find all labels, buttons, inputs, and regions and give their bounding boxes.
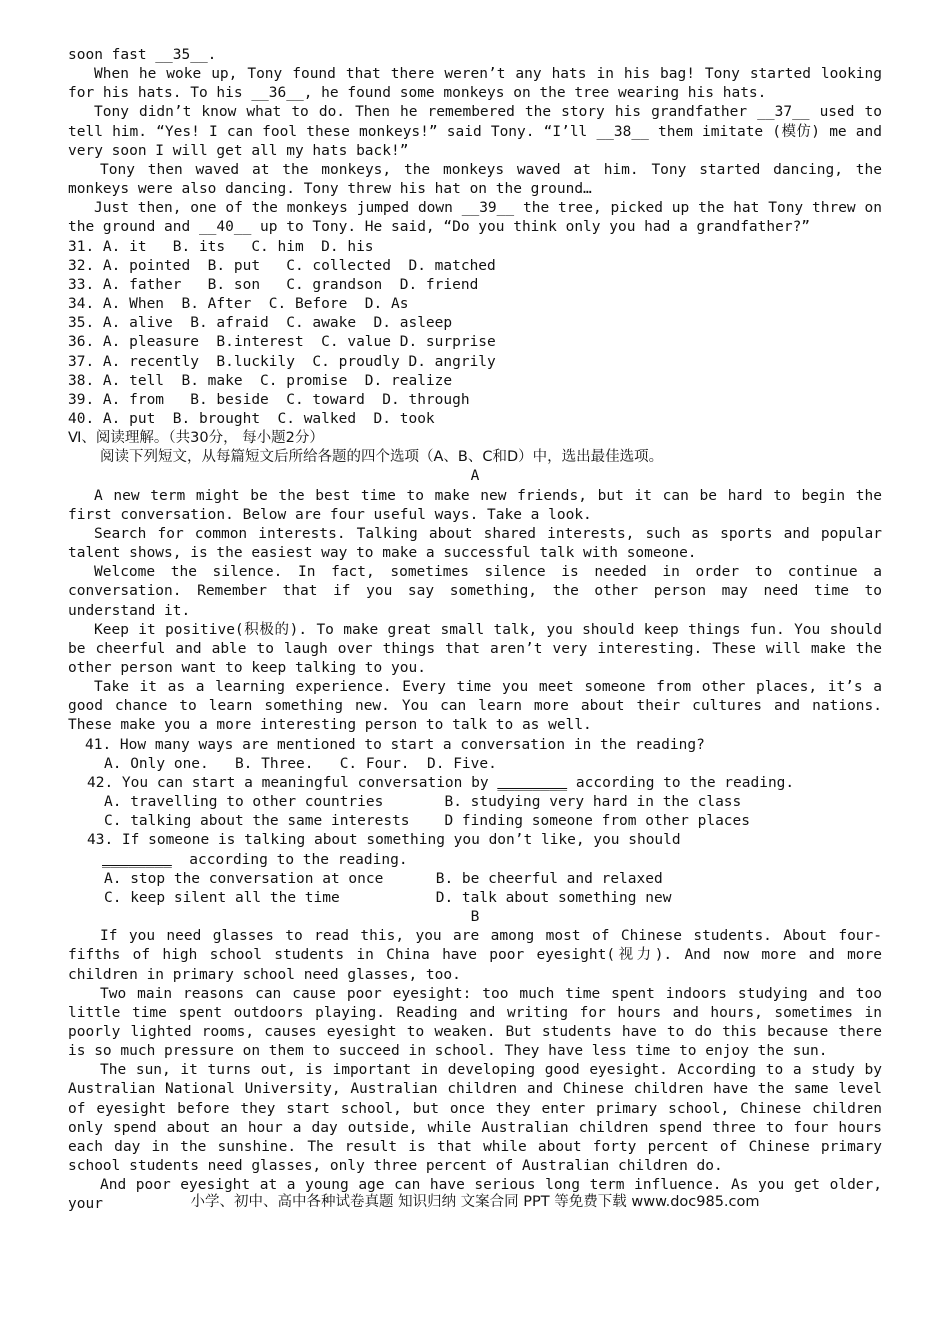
question-42-stem: 42. You can start a meaningful conversation by: [87, 774, 498, 791]
question-43: 43. If someone is talking about something you don’t like, you should: [87, 832, 681, 849]
question-42: [68, 774, 882, 793]
passage-b-label: B: [470, 909, 480, 926]
question-43-options: C. keep silent all the time D. talk about something new: [104, 889, 672, 906]
question-43-cont: [68, 851, 882, 870]
passage-a-label: A: [470, 468, 480, 485]
question-41-options: A. Only one. B. Three. C. Four. D. Five.: [104, 755, 497, 772]
cloze-option-40: 40. A. put B. brought C. walked D. took: [68, 410, 435, 427]
cloze-option-32: 32. A. pointed B. put C. collected D. matched: [68, 257, 496, 274]
question-42-options: C. talking about the same interests D finding someone from other places: [104, 813, 751, 830]
passage-b-paragraph: If you need glasses to read this, you are among most of Chinese students. About four-fifths of high school students in China have poor eyesight(视力). And now more and more children in primary school need glasses, too.: [68, 928, 882, 983]
cloze-option-39: 39. A. from B. beside C. toward D. through: [68, 391, 470, 408]
passage-a-paragraph: Search for common interests. Talking about shared interests, such as sports and popular talent shows, is the easiest way to make a successful talk with someone.: [68, 525, 882, 562]
cloze-option-35: 35. A. alive B. afraid C. awake D. asleep: [68, 315, 453, 332]
story-paragraph: Tony didn’t know what to do. Then he remembered the story his grandfather __37__ used to tell him. “Yes! I can fool these monkeys!” said Tony. “I’ll __38__ them imitate (模仿) me and very soon I will get all my hats back!”: [68, 104, 882, 159]
question-43-options: A. stop the conversation at once B. be cheerful and relaxed: [104, 870, 663, 887]
story-paragraph: Just then, one of the monkeys jumped down __39__ the tree, picked up the hat Tony threw on the ground and __40__ up to Tony. He said, “Do you think only you had a grandfather?”: [68, 200, 882, 236]
section-heading: Ⅵ、阅读理解。（共30分， 每小题2分）: [68, 430, 324, 447]
passage-b-paragraph: And poor eyesight at a young age can have serious long term influence. As you get older, your: [68, 1177, 882, 1213]
passage-a-paragraph: A new term might be the best time to make new friends, but it can be hard to begin the first conversation. Below are four useful ways. Take a look.: [68, 487, 882, 523]
question-42-options: A. travelling to other countries B. studying very hard in the class: [104, 794, 742, 811]
question-41: 41. How many ways are mentioned to start a conversation in the reading?: [85, 736, 705, 753]
question-42-stem-end: according to the reading.: [567, 774, 795, 791]
passage-b-paragraph: The sun, it turns out, is important in developing good eyesight. According to a study by Australian National University, Australian children and Chinese children have the same level of eyesight before they start school, but once they enter primary school, Chinese children only spend about an hour a day outside, while Australian children spend three to four hours each day in the sunshine. The result is that while about forty percent of Chinese primary school students need glasses, only three percent of Australian children do.: [68, 1062, 882, 1175]
cloze-option-31: 31. A. it B. its C. him D. his: [68, 238, 374, 255]
passage-a-paragraph: Take it as a learning experience. Every time you meet someone from other places, it’s a good chance to learn something new. You can learn more about their cultures and nations. These make you a more interesting person to talk to as well.: [68, 679, 882, 734]
cloze-option-36: 36. A. pleasure B.interest C. value D. surprise: [68, 334, 496, 351]
question-43-stem-end: according to the reading.: [171, 851, 408, 868]
cloze-option-34: 34. A. When B. After C. Before D. As: [68, 296, 409, 313]
story-paragraph: Tony then waved at the monkeys, the monkeys waved at him. Tony started dancing, the monkeys were also dancing. Tony threw his hat on the ground…: [68, 161, 882, 198]
answer-blank: ________: [102, 851, 172, 868]
exam-page: [68, 46, 882, 1215]
page-footer: 小学、初中、高中各种试卷真题 知识归纳 文案合同 PPT 等免费下载 www.doc985.com: [190, 1194, 760, 1210]
passage-a-paragraph: Keep it positive(积极的). To make great small talk, you should keep things fun. You should be cheerful and able to laugh over things that aren’t very interesting. These will make the other person want to keep talking to you.: [68, 621, 882, 676]
cloze-option-37: 37. A. recently B.luckily C. proudly D. angrily: [68, 353, 496, 370]
story-line-35: soon fast __35__.: [68, 47, 217, 63]
cloze-option-33: 33. A. father B. son C. grandson D. friend: [68, 276, 479, 293]
passage-b-paragraph: Two main reasons can cause poor eyesight: too much time spent indoors studying and too little time spent outdoors playing. Reading and writing for hours and hours, sometimes in poorly lighted rooms, causes eyesight to weaken. But students have to do this because there is so much pressure on them to succeed in school. They have less time to enjoy the sun.: [68, 985, 882, 1060]
section-instruction: 阅读下列短文，从每篇短文后所给各题的四个选项（A、B、C和D）中，选出最佳选项。: [100, 449, 664, 466]
story-paragraph: When he woke up, Tony found that there weren’t any hats in his bag! Tony started looking for his hats. To his __36__, he found some monkeys on the tree wearing his hats.: [68, 66, 882, 102]
cloze-option-38: 38. A. tell B. make C. promise D. realize: [68, 372, 453, 389]
answer-blank: ________: [497, 774, 568, 791]
passage-a-paragraph: Welcome the silence. In fact, sometimes silence is needed in order to continue a conversation. Remember that if you say something, the other person may need time to understand it.: [68, 564, 882, 619]
